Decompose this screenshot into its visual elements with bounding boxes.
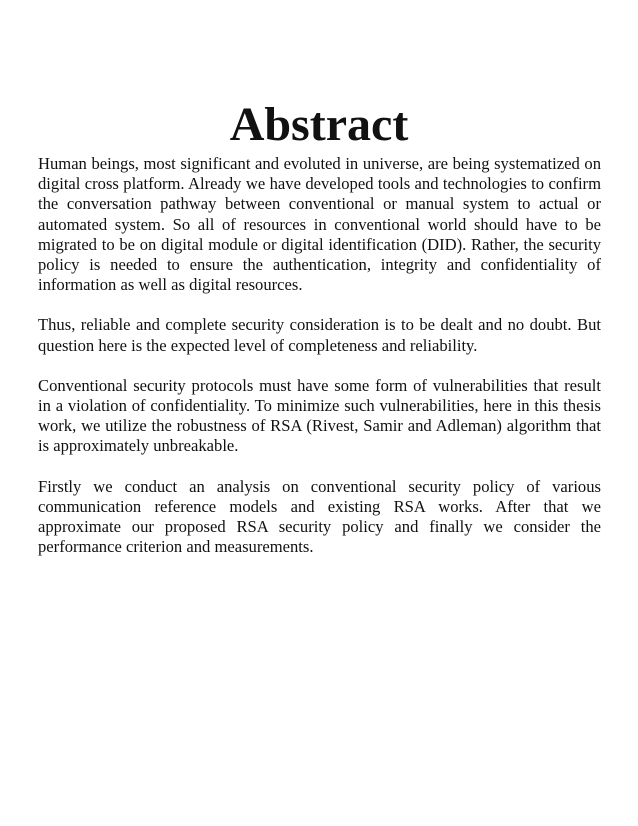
paragraph-1: Human beings, most significant and evoluted in universe, are being systematized on digital cross platform. Already we have developed tools and technologies to confirm the conversation pathway between conventional or manual system to actual or automated system. So all of resources in conventional world should have to be migrated to be on digital module or digital identification (DID). Rather, the security policy is needed to ensure the authentication, integrity and confidentiality of information as well as digital resources. xyxy=(38,154,601,295)
abstract-body xyxy=(38,154,601,577)
paragraph-2: Thus, reliable and complete security consideration is to be dealt and no doubt. But question here is the expected level of completeness and reliability. xyxy=(38,315,601,355)
paragraph-3: Conventional security protocols must have some form of vulnerabilities that result in a violation of confidentiality. To minimize such vulnerabilities, here in this thesis work, we utilize the robustness of RSA (Rivest, Samir and Adleman) algorithm that is approximately unbreakable. xyxy=(38,375,601,456)
paragraph-4: Firstly we conduct an analysis on conventional security policy of various communication reference models and existing RSA works. After that we approximate our proposed RSA security policy and finally we consider the performance criterion and measurements. xyxy=(38,476,601,557)
page-title: Abstract xyxy=(229,98,409,151)
